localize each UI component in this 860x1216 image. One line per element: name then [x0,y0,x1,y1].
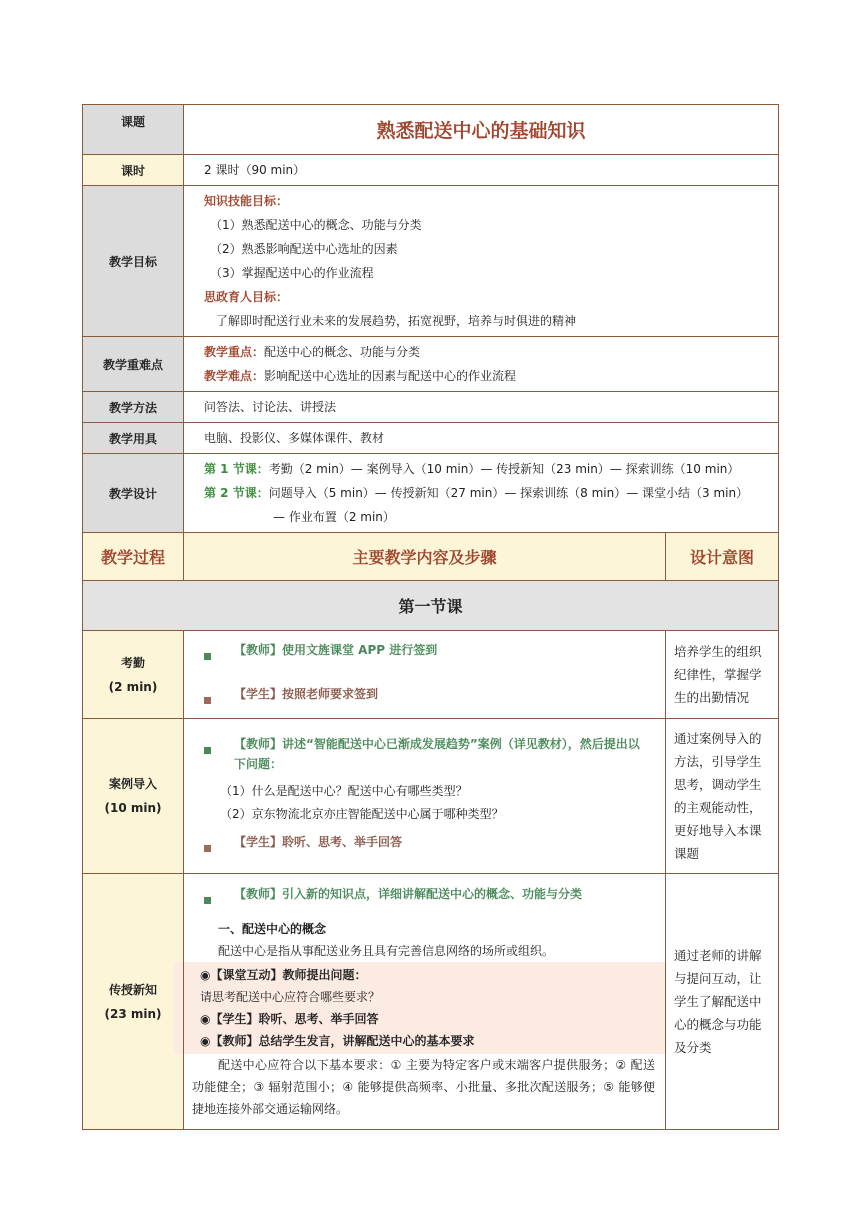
topic-row [83,105,779,155]
process-header-row [83,533,779,581]
hours-row [83,155,779,186]
green-square-bullet-icon [204,897,211,904]
design-label: 教学设计 [83,454,184,533]
attendance-label-cell [83,631,184,719]
requirements-text: 配送中心应符合以下基本要求：① 主要为特定客户或末端客户提供服务；② 配送功能健全；③ 辐射范围小；④ 能够提供高频率、小批量、多批次配送服务；⑤ 能够便捷地连接外部交通运输网络。 [192,1058,655,1116]
key-points-label: 教学重难点 [83,337,184,392]
topic-title: 熟悉配送中心的基础知识 [184,105,779,155]
content-col-header: 主要教学内容及步骤 [184,533,666,581]
difficult-point-label: 教学难点： [204,369,265,383]
case-label-cell [83,719,184,874]
case-student: 【学生】聆听、思考、举手回答 [234,835,403,849]
hours-label: 课时 [83,155,184,186]
method-row [83,392,779,423]
interaction-title: ◉【课堂互动】教师提出问题： [200,968,367,982]
case-question-1: （1）什么是配送中心？配送中心有哪些类型？ [220,784,468,798]
method-value: 问答法、讨论法、讲授法 [184,392,779,423]
green-square-bullet-icon [204,653,211,660]
interaction-student: ◉【学生】聆听、思考、举手回答 [200,1012,379,1026]
knowledge-goal-item: （2）熟悉影响配送中心选址的因素 [210,242,398,256]
teach-label: 传授新知 [108,982,157,997]
interaction-question: 请思考配送中心应符合哪些要求？ [200,990,381,1004]
key-points-row [83,337,779,392]
design-row [83,454,779,533]
teach-row [83,874,779,1130]
ideology-goal-text: 了解即时配送行业未来的发展趋势，拓宽视野，培养与时俱进的精神 [216,314,577,328]
knowledge-goal-title: 知识技能目标： [204,194,289,208]
red-square-bullet-icon [204,845,211,852]
teach-teacher: 【教师】引入新的知识点，详细讲解配送中心的概念、功能与分类 [234,887,583,901]
attendance-content [184,631,666,719]
knowledge-goal-item: （3）掌握配送中心的作业流程 [210,266,374,280]
lesson-plan-table [82,104,779,1130]
concept-text: 配送中心是指从事配送业务且具有完善信息网络的场所或组织。 [218,944,555,958]
design-content [184,454,779,533]
hours-value: 2 课时（90 min） [184,155,779,186]
key-point-text: 配送中心的概念、功能与分类 [264,345,421,359]
lesson2-label: 第 2 节课： [204,486,269,500]
concept-heading: 一、配送中心的概念 [218,922,327,936]
lesson1-text: 考勤（2 min）— 案例导入（10 min）— 传授新知（23 min）— 探索训练（10 min） [268,462,740,476]
lesson1-label: 第 1 节课： [204,462,269,476]
tools-value: 电脑、投影仪、多媒体课件、教材 [184,423,779,454]
section-title: 第一节课 [83,581,779,631]
case-question-2: （2）京东物流北京亦庄智能配送中心属于哪种类型？ [220,807,504,821]
attendance-teacher: 【教师】使用文旌课堂 APP 进行签到 [234,642,438,657]
attendance-student: 【学生】按照老师要求签到 [234,686,379,701]
case-label: 案例导入 [108,777,157,791]
goals-label: 教学目标 [83,186,184,337]
tools-row [83,423,779,454]
attendance-time: (2 min) [108,679,158,694]
goals-row [83,186,779,337]
interaction-summary: ◉【教师】总结学生发言，讲解配送中心的基本要求 [200,1034,475,1048]
teach-content [184,874,666,1130]
teach-label-cell [83,874,184,1130]
ideology-goal-title: 思政育人目标： [204,290,289,304]
case-teacher: 【教师】讲述“智能配送中心已渐成发展趋势”案例（详见教材），然后提出以下问题： [234,737,640,771]
key-point-label: 教学重点： [204,345,265,359]
goals-content [184,186,779,337]
attendance-intent: 培养学生的组织纪律性，掌握学生的出勤情况 [666,631,779,719]
intent-col-header: 设计意图 [666,533,779,581]
tools-label: 教学用具 [83,423,184,454]
knowledge-goal-item: （1）熟悉配送中心的概念、功能与分类 [210,218,422,232]
section-row [83,581,779,631]
process-col-header: 教学过程 [83,533,184,581]
key-points-content [184,337,779,392]
green-square-bullet-icon [204,747,211,754]
lesson2-text-cont: — 作业布置（2 min） [273,510,395,524]
case-time: (10 min) [104,801,162,815]
red-square-bullet-icon [204,697,211,704]
lesson2-text: 问题导入（5 min）— 传授新知（27 min）— 探索训练（8 min）— 课堂小结（3 min） [268,486,749,500]
classroom-interaction-box [174,962,665,1054]
topic-label: 课题 [83,105,184,155]
difficult-point-text: 影响配送中心选址的因素与配送中心的作业流程 [264,369,517,383]
teach-time: (23 min) [104,1006,162,1021]
case-row [83,719,779,874]
attendance-label: 考勤 [120,655,145,670]
method-label: 教学方法 [83,392,184,423]
case-content [184,719,666,874]
case-intent: 通过案例导入的方法，引导学生思考，调动学生的主观能动性，更好地导入本课课题 [666,719,779,874]
teach-intent: 通过老师的讲解与提问互动，让学生了解配送中心的概念与功能及分类 [666,874,779,1130]
attendance-row [83,631,779,719]
